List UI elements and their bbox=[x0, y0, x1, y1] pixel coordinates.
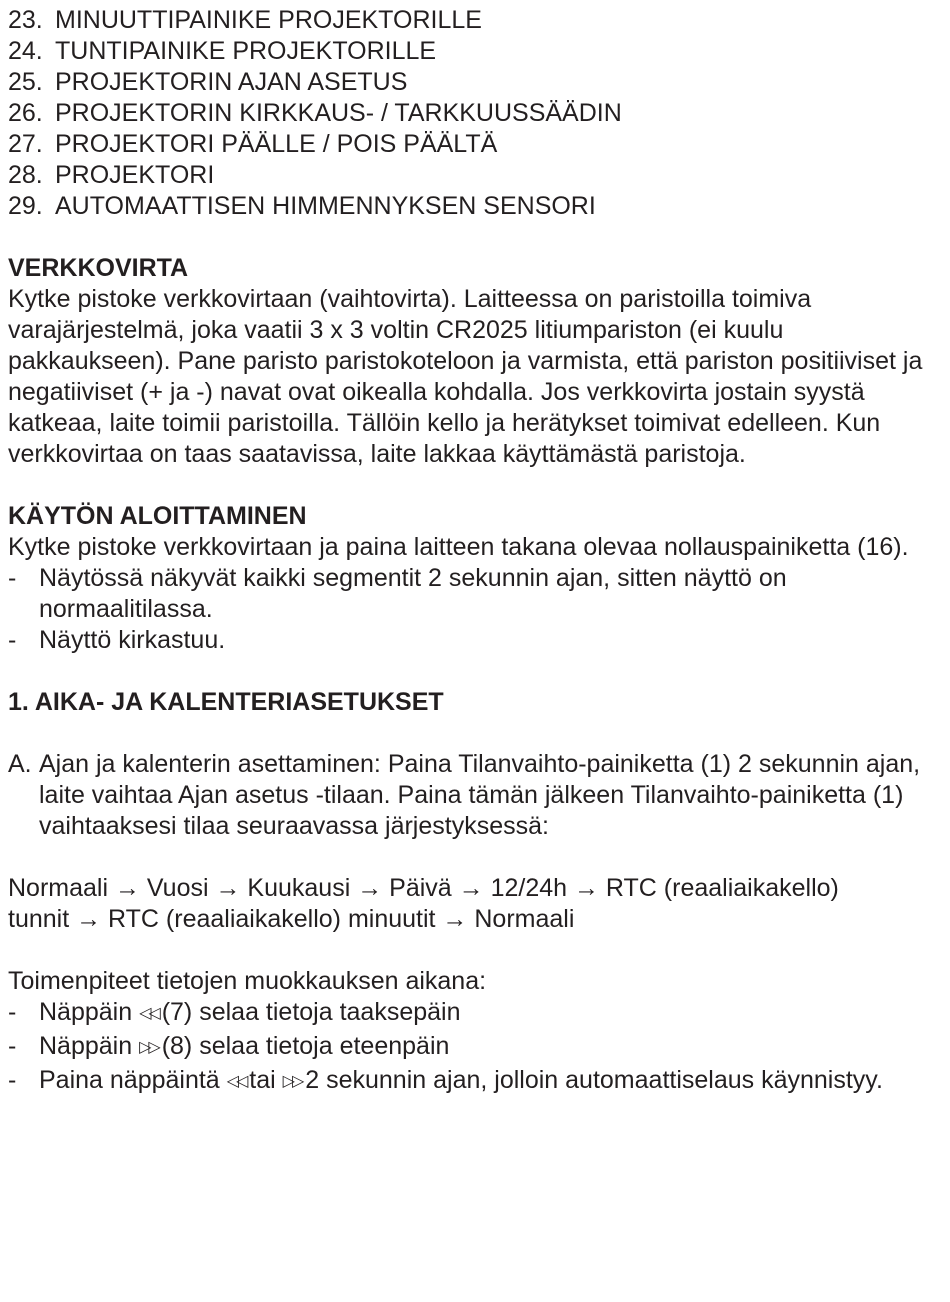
list-item: 27. PROJEKTORI PÄÄLLE / POIS PÄÄLTÄ bbox=[8, 130, 498, 158]
list-item: - Näppäin ◁◁ (7) selaa tietoja taaksepäin bbox=[8, 998, 461, 1026]
section-heading: VERKKOVIRTA bbox=[8, 254, 189, 282]
bullet-list bbox=[8, 563, 950, 656]
mode-sequence-line: tunnit → RTC (reaaliaikakello) minuutit → Normaali bbox=[8, 905, 575, 933]
section-body: Kytke pistoke verkkovirtaan ja paina laitteen takana olevaa nollauspainiketta (16). bbox=[8, 533, 909, 561]
list-item: 29. AUTOMAATTISEN HIMMENNYKSEN SENSORI bbox=[8, 192, 596, 220]
mode-sequence-line: Normaali → Vuosi → Kuukausi → Päivä → 12/24h → RTC (reaaliaikakello) bbox=[8, 874, 839, 902]
list-item: 25. PROJEKTORIN AJAN ASETUS bbox=[8, 68, 408, 96]
list-item: 28. PROJEKTORI bbox=[8, 161, 215, 189]
list-item: A. Ajan ja kalenterin asettaminen: Paina Tilanvaihto-painiketta (1) 2 sekunnin ajan, laite vaihtaa Ajan asetus -tilaan. Paina tämän jälkeen Tilanvaihto-painiketta (1) vaihtaaksesi tilaa seuraavassa järjestyksessä: bbox=[8, 750, 921, 840]
list-item: 24. TUNTIPAINIKE PROJEKTORILLE bbox=[8, 37, 437, 65]
section-body: Kytke pistoke verkkovirtaan (vaihtovirta). Laitteessa on paristoilla toimiva varajärjestelmä, joka vaatii 3 x 3 voltin CR2025 litiumpariston (ei kuulu pakkaukseen). Pane paristo paristokoteloon ja varmista, että pariston positiiviset ja negatiiviset (+ ja -) navat ovat oikealla kohdalla. Jos verkkovirta jostain syystä katkeaa, laite toimii paristoilla. Tällöin kello ja herätykset toimivat edelleen. Kun verkkovirtaa on taas saatavissa, laite lakkaa käyttämästä paristoja. bbox=[8, 285, 923, 468]
rewind-icon: ◁◁ bbox=[139, 1005, 158, 1022]
list-item: - Näytössä näkyvät kaikki segmentit 2 sekunnin ajan, sitten näyttö on normaalitilassa. bbox=[8, 564, 787, 623]
verkkovirta-section bbox=[8, 253, 950, 470]
section-heading: KÄYTÖN ALOITTAMINEN bbox=[8, 502, 307, 530]
list-item: 26. PROJEKTORIN KIRKKAUS- / TARKKUUSSÄÄDIN bbox=[8, 99, 622, 127]
parts-list bbox=[8, 5, 950, 222]
lettered-list bbox=[8, 749, 950, 842]
list-item: - Näppäin ▷▷ (8) selaa tietoja eteenpäin bbox=[8, 1032, 450, 1060]
list-item: - Paina näppäintä ◁◁ tai ▷▷ 2 sekunnin ajan, jolloin automaattiselaus käynnistyy. bbox=[8, 1066, 883, 1094]
list-item: - Näyttö kirkastuu. bbox=[8, 626, 226, 654]
forward-icon: ▷▷ bbox=[139, 1039, 158, 1056]
edit-intro: Toimenpiteet tietojen muokkauksen aikana: bbox=[8, 967, 487, 995]
kayton-aloittaminen-section bbox=[8, 501, 950, 656]
list-item: 23. MINUUTTIPAINIKE PROJEKTORILLE bbox=[8, 6, 482, 34]
forward-icon: ▷▷ bbox=[282, 1073, 302, 1090]
aika-kalenteri-section bbox=[8, 687, 950, 1099]
edit-bullet-list bbox=[8, 997, 950, 1099]
rewind-icon: ◁◁ bbox=[226, 1073, 246, 1090]
section-heading: 1. AIKA- JA KALENTERIASETUKSET bbox=[8, 688, 444, 716]
